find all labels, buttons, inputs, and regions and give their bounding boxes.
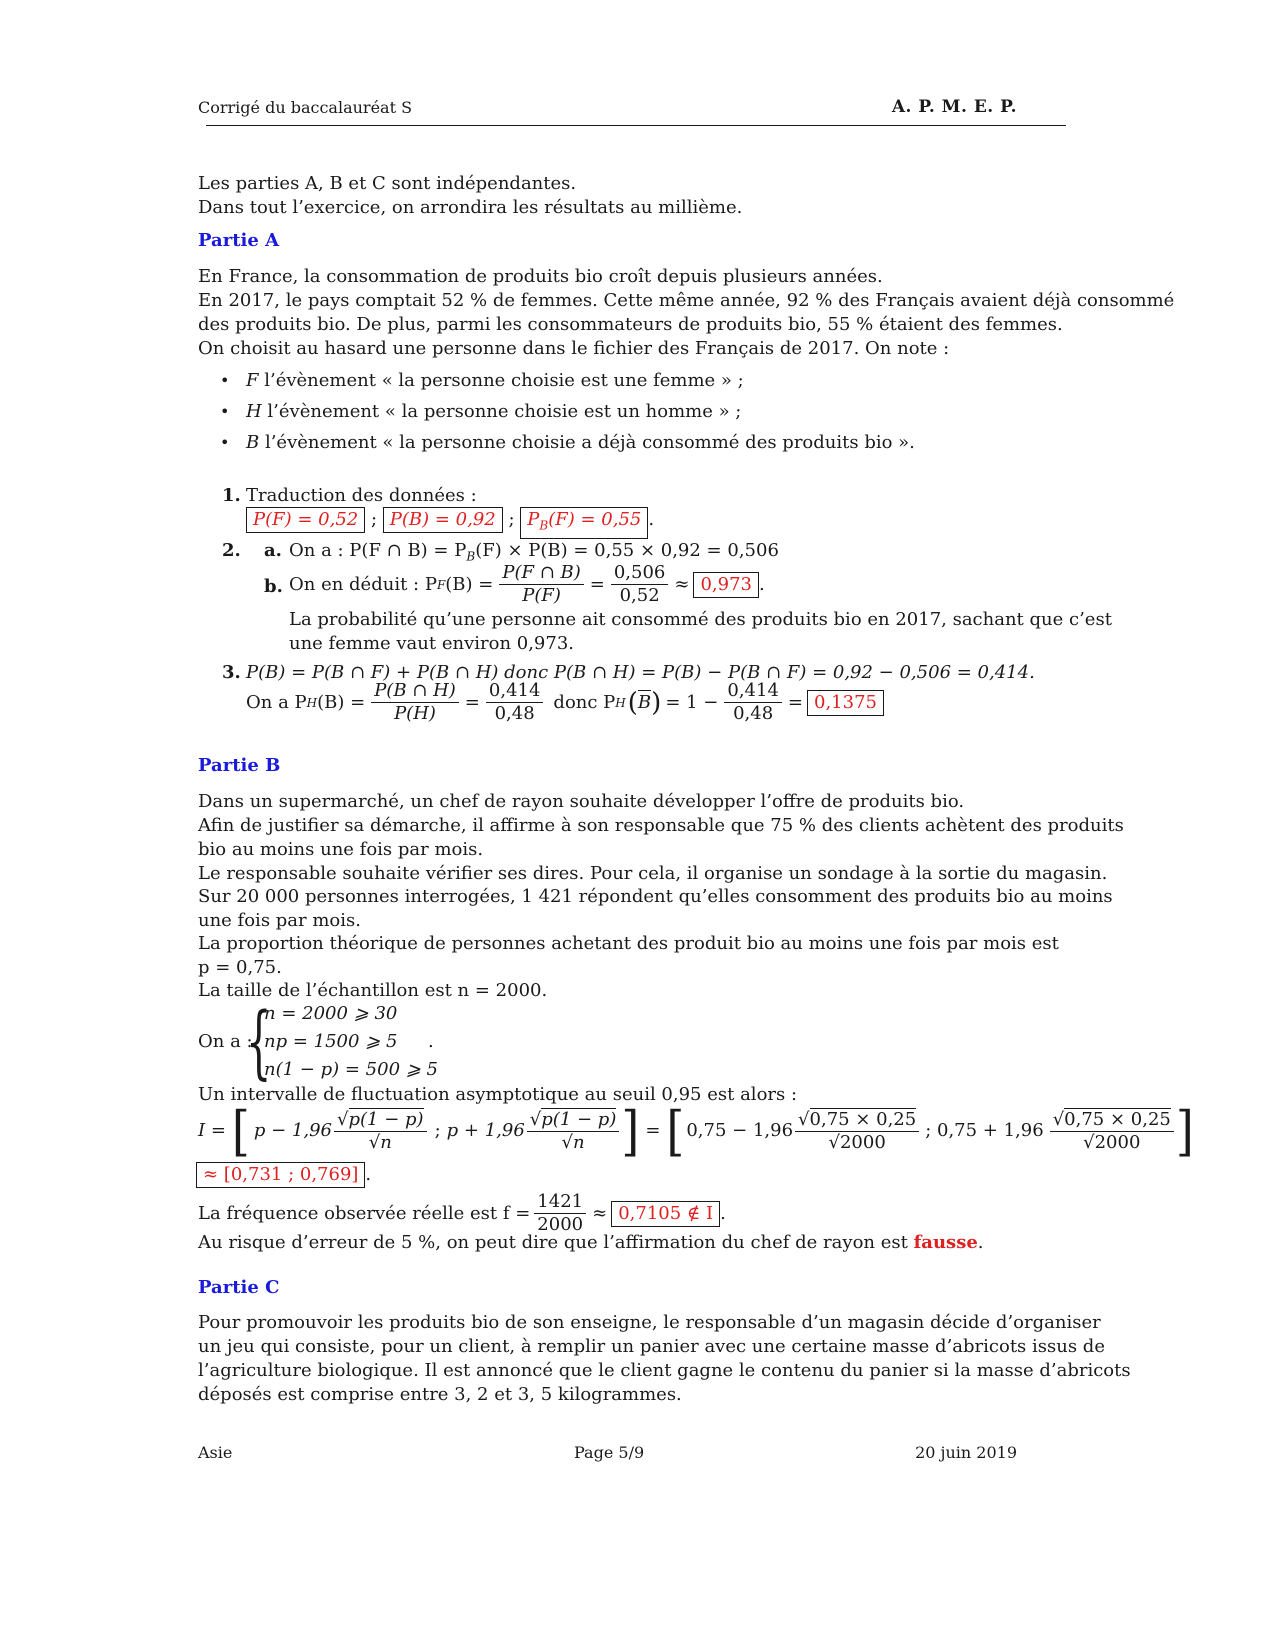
- q1-answers: P(F) = 0,52 ; P(B) = 0,92 ; $P_B(F) = 0,55$ .: [246, 507, 654, 539]
- q2b-conclusion-2: une femme vaut environ 0,973.: [289, 633, 575, 654]
- answer-pbf-box: $P_B(F) = 0,55$: [520, 507, 648, 539]
- bullet-icon: •: [220, 371, 230, 390]
- partie-b-line: Le responsable souhaite vérifier ses dires. Pour cela, il organise un sondage à la sortie du magasin.: [198, 863, 1108, 884]
- q2a-label: a.: [264, 540, 282, 561]
- system-eq-3: n(1 − p) = 500 ⩾ 5: [264, 1059, 438, 1080]
- partie-b-line: La taille de l’échantillon est n = 2000.: [198, 980, 548, 1001]
- partie-c-line: un jeu qui consiste, pour un client, à remplir un panier avec une certaine masse d’abricots issus de: [198, 1336, 1105, 1357]
- interval-result-box: ≈ [0,731 ; 0,769]: [196, 1162, 365, 1188]
- bullet-icon: •: [220, 402, 230, 421]
- footer-date: 20 juin 2019: [915, 1443, 1017, 1462]
- system-dot: .: [428, 1031, 434, 1052]
- bullet-item-f: F l’évènement « la personne choisie est une femme » ;: [246, 370, 744, 391]
- bullet-item-h: H l’évènement « la personne choisie est un homme » ;: [246, 401, 742, 422]
- q2b-formula: On en déduit : P F (B) = $\frac{P(F \cap B)}{P(F)}$ = $\frac{0,506}{0,52}$ ≈ 0,973 .: [289, 562, 765, 606]
- partie-c-line: Pour promouvoir les produits bio de son enseigne, le responsable d’un magasin décide d’organiser: [198, 1312, 1101, 1333]
- header-rule: [206, 125, 1066, 126]
- interval-intro: Un intervalle de fluctuation asymptotique au seuil 0,95 est alors :: [198, 1084, 798, 1105]
- partie-b-line: Dans un supermarché, un chef de rayon souhaite développer l’offre de produits bio.: [198, 791, 965, 812]
- q1-text: Traduction des données :: [246, 485, 477, 506]
- partie-c-line: déposés est comprise entre 3, 2 et 3, 5 kilogrammes.: [198, 1384, 682, 1405]
- system-eq-1: n = 2000 ⩾ 30: [264, 1003, 398, 1024]
- partie-a-p1: En France, la consommation de produits bio croît depuis plusieurs années.: [198, 266, 883, 287]
- partie-b-line: La proportion théorique de personnes achetant des produit bio au moins une fois par mois est: [198, 933, 1059, 954]
- partie-b-line: Sur 20 000 personnes interrogées, 1 421 répondent qu’elles consomment des produits bio au moins: [198, 886, 1113, 907]
- footer-page: Page 5/9: [574, 1443, 645, 1462]
- partie-b-line: bio au moins une fois par mois.: [198, 839, 484, 860]
- system-brace: {: [246, 995, 272, 1088]
- verdict-text: fausse: [913, 1232, 978, 1253]
- answer-pf-box: P(F) = 0,52: [246, 507, 365, 533]
- answer-pfb-box: 0,973: [693, 572, 759, 598]
- partie-a-p4: On choisit au hasard une personne dans le fichier des Français de 2017. On note :: [198, 338, 950, 359]
- q3-line-1: P(B) = P(B ∩ F) + P(B ∩ H) donc P(B ∩ H) = P(B) − P(B ∩ F) = 0,92 − 0,506 = 0,414.: [246, 662, 1035, 683]
- answer-phb-box: 0,1375: [807, 690, 884, 716]
- q2-number: 2.: [222, 540, 241, 561]
- answer-pb-box: P(B) = 0,92: [383, 507, 503, 533]
- partie-c-title: Partie C: [198, 1277, 280, 1298]
- q2a-text: On a : P(F ∩ $B) = P_B(F) \times P(B) = 0,55 \times 0,92 = 0,506$: [289, 540, 779, 564]
- partie-a-p3: des produits bio. De plus, parmi les consommateurs de produits bio, 55 % étaient des femmes.: [198, 314, 1063, 335]
- intro-line-2: Dans tout l’exercice, on arrondira les résultats au millième.: [198, 197, 743, 218]
- system-label: On a :: [198, 1031, 253, 1052]
- interval-formula: I = [ p − 1,96 $\frac{√p(1 - p)}{√n}$ ; p + 1,96 $\frac{√p(1 - p)}{√n}$ ] = [ 0,75 − 1,96 $\frac{√0,75 \times 0,25}{√2000}$ ; 0,75 + 1,96 $\frac{√0,75 \times 0,25}{√2000}$ ]: [198, 1099, 1194, 1163]
- frequency-line: La fréquence observée réelle est f = $\frac{1421}{2000}$ ≈ 0,7105 ∉ I .: [198, 1191, 726, 1235]
- bullet-item-b: B l’évènement « la personne choisie a déjà consommé des produits bio ».: [246, 432, 915, 453]
- bullet-icon: •: [220, 433, 230, 452]
- intro-line-1: Les parties A, B et C sont indépendantes.: [198, 173, 577, 194]
- partie-b-line: p = 0,75.: [198, 957, 282, 978]
- q3-line-2: On a P H (B) = $\frac{P(B \cap H)}{P(H)}$ = $\frac{0,414}{0,48}$ donc P H ( B ) = 1 − $\frac{0,414}{0,48}$ = 0,1375: [246, 680, 884, 725]
- partie-b-conclusion: Au risque d’erreur de 5 %, on peut dire que l’affirmation du chef de rayon est fausse.: [198, 1232, 984, 1253]
- header-org: A. P. M. E. P.: [891, 97, 1017, 117]
- partie-b-line: une fois par mois.: [198, 910, 361, 931]
- interval-result: ≈ [0,731 ; 0,769] .: [196, 1162, 371, 1188]
- q1-number: 1.: [222, 485, 241, 506]
- partie-a-p2: En 2017, le pays comptait 52 % de femmes. Cette même année, 92 % des Français avaient déjà consommé: [198, 290, 1175, 311]
- footer-left: Asie: [198, 1443, 233, 1462]
- frequency-result-box: 0,7105 ∉ I: [611, 1201, 720, 1227]
- partie-b-title: Partie B: [198, 755, 281, 776]
- q2b-conclusion-1: La probabilité qu’une personne ait consommé des produits bio en 2017, sachant que c’est: [289, 609, 1112, 630]
- partie-b-line: Afin de justifier sa démarche, il affirme à son responsable que 75 % des clients achètent des produits: [198, 815, 1124, 836]
- q3-number: 3.: [222, 662, 241, 683]
- q2b-label: b.: [264, 576, 283, 597]
- partie-c-line: l’agriculture biologique. Il est annoncé que le client gagne le contenu du panier si la masse d’abricots: [198, 1360, 1131, 1381]
- header-title: Corrigé du baccalauréat S: [198, 98, 413, 117]
- system-eq-2: np = 1500 ⩾ 5: [264, 1031, 398, 1052]
- partie-a-title: Partie A: [198, 230, 280, 251]
